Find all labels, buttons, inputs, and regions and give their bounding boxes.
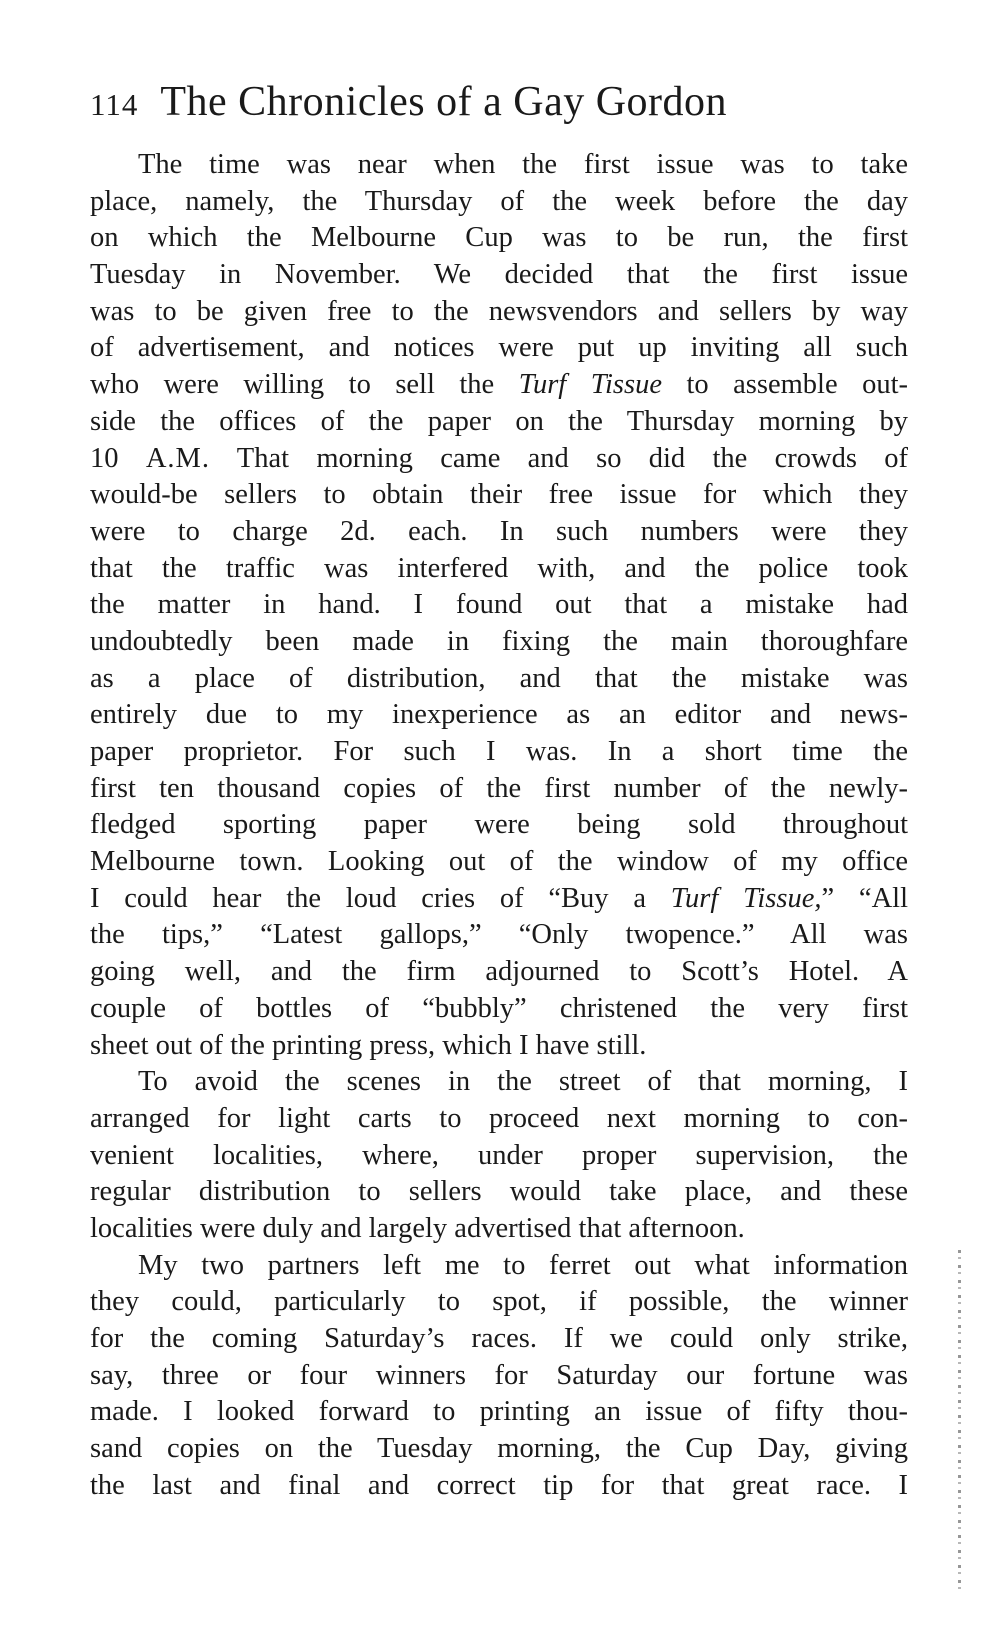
text-line: as a place of distribution, and that the mistake was <box>90 662 908 694</box>
page-header <box>90 78 920 134</box>
italic-title: Turf Tissue, <box>670 882 822 914</box>
text-line: first ten thousand copies of the first number of the newly- <box>90 772 908 804</box>
text-line: would-be sellers to obtain their free issue for which they <box>90 479 908 511</box>
text-line: Tuesday in November. We decided that the first issue <box>90 259 908 291</box>
text-line: couple of bottles of “bubbly” christened the very first <box>90 992 908 1024</box>
text-line: the tips,” “Latest gallops,” “Only twopence.” All was <box>90 919 908 951</box>
text-line: for the coming Saturday’s races. If we could only strike, <box>90 1323 908 1354</box>
text-line: they could, particularly to spot, if possible, the winner <box>90 1286 908 1318</box>
text-line: sand copies on the Tuesday morning, the Cup Day, giving <box>90 1433 908 1465</box>
text-line: that the traffic was interfered with, and the police took <box>90 552 908 584</box>
italic-title: Turf Tissue <box>518 369 662 401</box>
text-line: on which the Melbourne Cup was to be run, the first <box>90 222 908 254</box>
text-line: The time was near when the first issue was to take <box>138 149 908 180</box>
text-line: who were willing to sell the Turf Tissue to assemble out- <box>90 369 908 401</box>
text-line: made. I looked forward to printing an issue of fifty thou- <box>90 1396 908 1428</box>
text-line: the last and final and correct tip for that great race. I <box>90 1469 908 1501</box>
text-line: say, three or four winners for Saturday our fortune was <box>90 1359 908 1391</box>
small-caps-time: A.M. <box>145 442 210 474</box>
text-line: regular distribution to sellers would take place, and these <box>90 1176 908 1208</box>
text-line: My two partners left me to ferret out what information <box>138 1249 908 1281</box>
text-line: of advertisement, and notices were put up inviting all such <box>90 332 908 364</box>
text-line: I could hear the loud cries of “Buy a Turf Tissue,” “All <box>90 882 909 914</box>
text-line: fledged sporting paper were being sold throughout <box>90 809 908 841</box>
scan-edge-artifact <box>958 1250 961 1590</box>
text-line: entirely due to my inexperience as an editor and news- <box>90 699 908 731</box>
text-line: was to be given free to the newsvendors and sellers by way <box>90 295 908 327</box>
text-line: localities were duly and largely advertised that afternoon. <box>90 1212 745 1244</box>
text-line: were to charge 2d. each. In such numbers were they <box>90 515 908 547</box>
running-title: The Chronicles of a Gay Gordon <box>160 79 728 125</box>
body-text <box>90 147 908 1504</box>
page-number: 114 <box>90 87 139 122</box>
text-line: 10 A.M. That morning came and so did the crowds of <box>90 442 908 474</box>
text-line: going well, and the firm adjourned to Scott’s Hotel. A <box>90 956 908 988</box>
text-line: Melbourne town. Looking out of the window of my office <box>90 846 908 878</box>
text-line: undoubtedly been made in fixing the main thoroughfare <box>90 625 908 657</box>
text-line: arranged for light carts to proceed next morning to con- <box>90 1102 908 1134</box>
text-line: To avoid the scenes in the street of that morning, I <box>138 1066 908 1098</box>
text-line: sheet out of the printing press, which I have still. <box>90 1029 647 1061</box>
text-line: paper proprietor. For such I was. In a short time the <box>90 736 908 767</box>
text-line: the matter in hand. I found out that a mistake had <box>90 589 908 621</box>
text-line: side the offices of the paper on the Thursday morning by <box>90 405 908 437</box>
text-line: place, namely, the Thursday of the week before the day <box>90 185 908 217</box>
text-line: venient localities, where, under proper supervision, the <box>90 1139 908 1171</box>
